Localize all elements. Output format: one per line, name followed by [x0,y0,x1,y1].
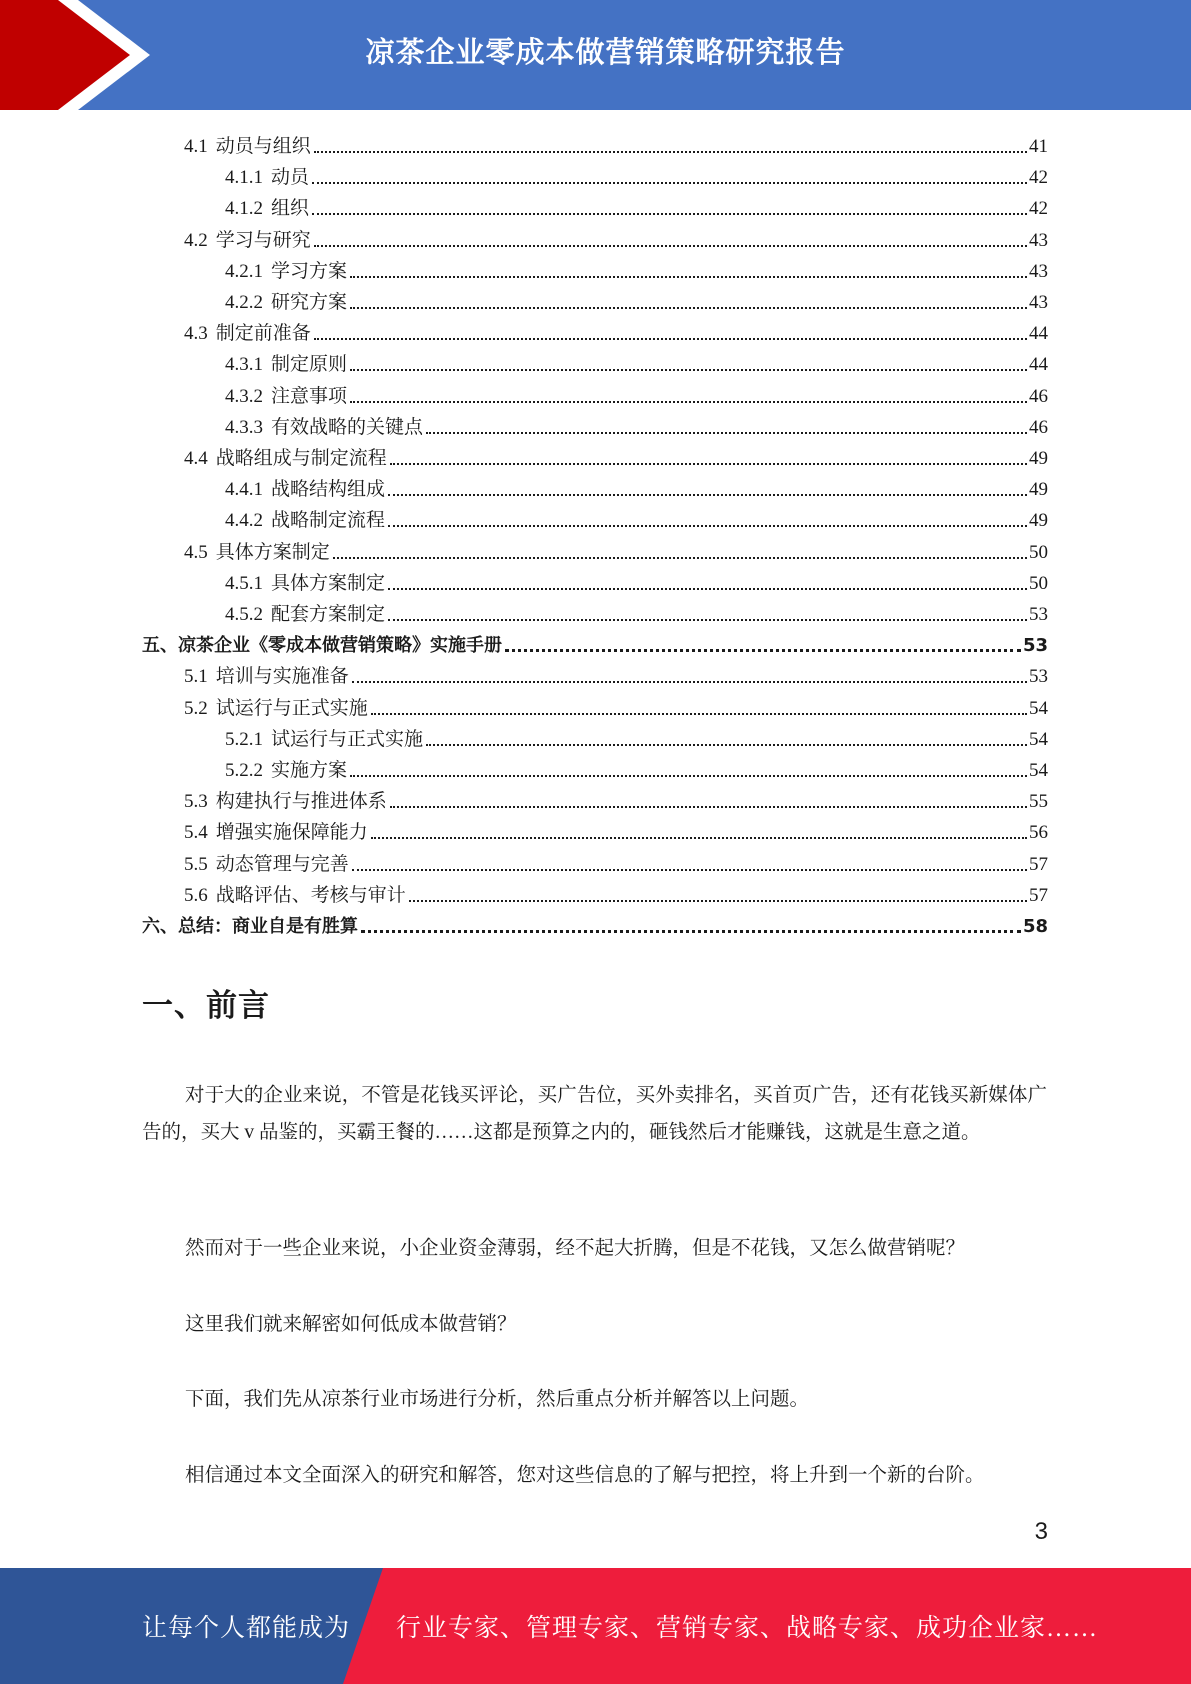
section-heading: 一、前言 [142,988,270,1024]
toc-dot-leader [350,276,1027,278]
toc-entry-number: 4.4.2 [225,510,263,532]
toc-entry-title: 研究方案 [271,292,348,313]
toc-dot-leader [350,775,1027,777]
toc-dot-leader [388,588,1027,590]
toc-entry-number: 4.5.2 [225,604,263,625]
toc-entry-title: 制定前准备 [215,323,311,345]
toc-dot-leader [333,557,1027,559]
toc-entry-title: 战略评估、考核与审计 [215,884,406,906]
toc-entry-number: 4.3 [184,323,208,345]
toc-entry[interactable] [225,471,1048,502]
toc-entry-page: 53 [1022,635,1048,657]
paragraph-1: 对于大的企业来说，不管是花钱买评论，买广告位，买外卖排名，买首页广告，还有花钱买新媒体广告的，买大 v 品鉴的，买霸王餐的……这都是预算之内的，砸钱然后才能赚钱，这就是生意之道。 [142,1085,1047,1143]
toc-entry-title: 战略组成与制定流程 [215,448,387,469]
footer-banner [0,1568,1191,1684]
toc-entry[interactable] [142,908,1048,939]
toc-entry-page: 44 [1029,323,1048,345]
toc-entry-page: 57 [1029,884,1048,906]
toc-dot-leader [314,151,1027,153]
toc-entry-title: 构建执行与推进体系 [215,791,387,813]
toc-entry-page: 46 [1029,416,1048,438]
toc-entry-page: 43 [1029,292,1048,313]
toc-dot-leader [409,900,1027,902]
toc-entry-page: 41 [1029,136,1048,157]
toc-entry-title: 有效战略的关键点 [271,416,424,438]
toc-entry[interactable] [225,596,1048,627]
toc-dot-leader [388,494,1027,496]
toc-entry[interactable] [184,846,1048,877]
toc-entry[interactable] [225,721,1048,752]
toc-entry[interactable] [225,752,1048,783]
toc-entry[interactable] [225,159,1048,190]
paragraph-3: 这里我们就来解密如何低成本做营销？ [185,1314,517,1335]
toc-dot-leader [505,649,1021,652]
paragraph-5: 相信通过本文全面深入的研究和解答，您对这些信息的了解与把控，将上升到一个新的台阶。 [185,1465,985,1486]
toc-entry-number: 4.1 [184,136,208,157]
toc-entry[interactable] [184,690,1048,721]
toc-entry[interactable] [225,409,1048,440]
toc-entry-number: 4.5 [184,541,208,563]
toc-dot-leader [390,463,1027,465]
toc-entry-number: 4.1.1 [225,167,263,189]
toc-entry[interactable] [225,284,1048,315]
toc-entry[interactable] [184,440,1048,471]
toc-entry-number: 5.1 [184,666,208,688]
toc-entry[interactable] [184,534,1048,565]
toc-entry-page: 54 [1029,697,1048,719]
toc-entry-title: 具体方案制定 [215,541,330,563]
toc-entry[interactable] [225,502,1048,533]
toc-entry[interactable] [184,315,1048,346]
toc-entry-page: 56 [1029,822,1048,844]
toc-entry-title: 试运行与正式实施 [271,728,424,750]
toc-entry-title: 战略制定流程 [271,510,386,532]
toc-dot-leader [312,182,1027,184]
toc-entry-number: 4.4 [184,448,208,469]
toc-entry-page: 49 [1029,510,1048,532]
toc-entry-page: 54 [1029,760,1048,781]
toc-dot-leader [426,744,1027,746]
toc-dot-leader [350,307,1027,309]
toc-dot-leader [352,681,1027,683]
toc-entry-number: 5.5 [184,853,208,875]
toc-entry-page: 53 [1029,666,1048,688]
toc-entry-page: 55 [1029,791,1048,813]
toc-entry-number: 4.4.1 [225,479,263,501]
toc-dot-leader [350,401,1027,403]
toc-entry-number: 4.3.1 [225,354,263,376]
toc-entry[interactable] [142,627,1048,658]
toc-entry-title: 制定原则 [271,354,348,376]
toc-dot-leader [426,432,1027,434]
toc-entry-title: 五、凉茶企业《零成本做营销策略》实施手册 [142,635,502,657]
toc-entry-number: 5.2.2 [225,760,263,781]
toc-dot-leader [352,869,1027,871]
toc-entry-title: 培训与实施准备 [215,666,349,688]
toc-entry-number: 4.3.2 [225,385,263,407]
toc-dot-leader [371,837,1027,839]
toc-entry-title: 六、总结：商业自是有胜算 [142,916,358,937]
toc-entry-page: 42 [1029,198,1048,220]
toc-entry-number: 4.2 [184,229,208,251]
toc-entry-title: 动员 [271,167,310,189]
toc-entry-number: 4.2.2 [225,292,263,313]
footer-slogan-left: 让每个人都能成为 [142,1615,351,1642]
toc-entry[interactable] [184,877,1048,908]
toc-dot-leader [388,619,1027,621]
toc-dot-leader [314,338,1027,340]
footer-slogan-right: 行业专家、管理专家、营销专家、战略专家、成功企业家…… [396,1615,1099,1642]
toc-entry-number: 4.5.1 [225,572,263,594]
toc-entry-number: 5.3 [184,791,208,813]
toc-dot-leader [350,369,1027,371]
toc-entry[interactable] [184,783,1048,814]
toc-entry-title: 组织 [271,198,310,220]
toc-entry[interactable] [225,565,1048,596]
toc-entry-page: 43 [1029,260,1048,282]
paragraph-4: 下面，我们先从凉茶行业市场进行分析，然后重点分析并解答以上问题。 [185,1389,810,1410]
page-number: 3 [1034,1518,1048,1545]
toc-entry-title: 具体方案制定 [271,572,386,594]
toc-entry-page: 54 [1029,728,1048,750]
toc-entry-page: 44 [1029,354,1048,376]
toc-entry-title: 配套方案制定 [271,604,386,625]
toc-dot-leader [371,713,1027,715]
toc-entry-page: 46 [1029,385,1048,407]
toc-entry[interactable] [225,378,1048,409]
toc-entry-title: 动员与组织 [215,136,311,157]
toc-entry[interactable] [225,253,1048,284]
report-title: 凉茶企业零成本做营销策略研究报告 [365,34,846,69]
toc-entry[interactable] [184,222,1048,253]
toc-entry[interactable] [184,814,1048,845]
toc-entry-number: 4.2.1 [225,260,263,282]
toc-entry[interactable] [225,346,1048,377]
toc-entry-number: 5.4 [184,822,208,844]
toc-entry-page: 50 [1029,572,1048,594]
toc-entry-number: 5.6 [184,884,208,906]
toc-entry[interactable] [225,190,1048,221]
toc-dot-leader [361,930,1021,933]
toc-dot-leader [312,213,1027,215]
toc-entry-title: 学习与研究 [215,229,311,251]
toc-entry-page: 49 [1029,479,1048,501]
toc-entry[interactable] [184,128,1048,159]
toc-entry-page: 53 [1029,604,1048,625]
toc-entry-title: 增强实施保障能力 [215,822,368,844]
toc-entry-title: 战略结构组成 [271,479,386,501]
toc-entry-title: 学习方案 [271,260,348,282]
toc-entry-page: 42 [1029,167,1048,189]
toc-dot-leader [314,245,1027,247]
paragraph-2: 然而对于一些企业来说，小企业资金薄弱，经不起大折腾，但是不花钱，又怎么做营销呢？ [185,1238,966,1259]
toc-entry-title: 实施方案 [271,760,348,781]
toc-dot-leader [390,806,1027,808]
toc-entry[interactable] [184,658,1048,689]
toc-entry-page: 49 [1029,448,1048,469]
toc-entry-title: 注意事项 [271,385,348,407]
toc-dot-leader [388,525,1027,527]
toc-entry-number: 4.3.3 [225,416,263,438]
toc-entry-title: 试运行与正式实施 [215,697,368,719]
toc-entry-page: 50 [1029,541,1048,563]
toc-entry-number: 5.2.1 [225,728,263,750]
toc-entry-number: 5.2 [184,697,208,719]
toc-entry-number: 4.1.2 [225,198,263,220]
toc-entry-title: 动态管理与完善 [215,853,349,875]
toc-entry-page: 58 [1022,916,1048,937]
toc-entry-page: 57 [1029,853,1048,875]
header-banner [0,0,1191,110]
toc-entry-page: 43 [1029,229,1048,251]
